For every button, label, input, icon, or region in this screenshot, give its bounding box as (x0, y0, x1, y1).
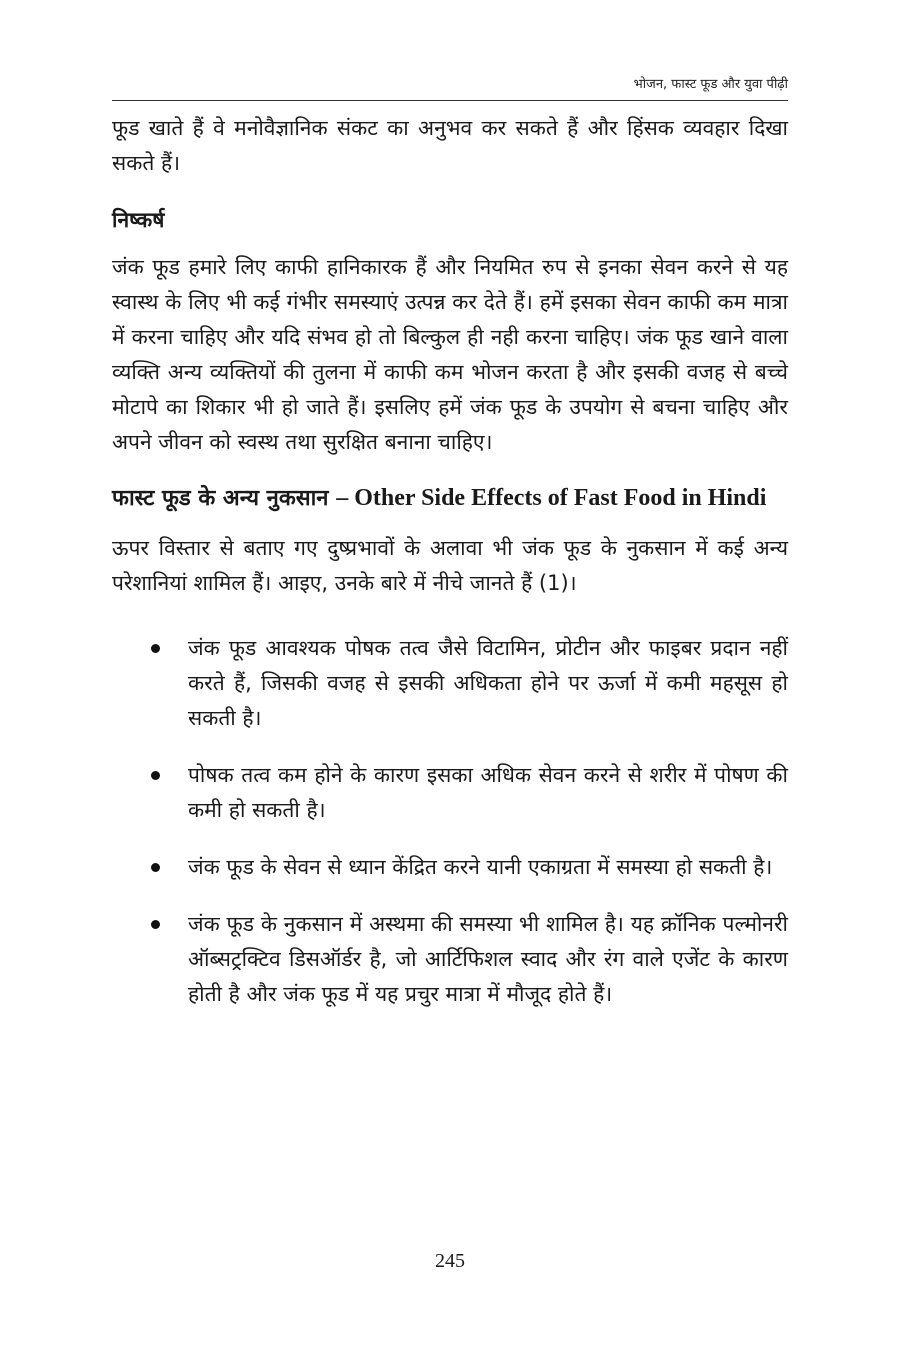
side-effects-heading-english: – Other Side Effects of Fast Food in Hindi (336, 485, 767, 511)
page-number: 245 (435, 1250, 465, 1272)
list-item (112, 631, 788, 736)
conclusion-heading: निष्कर्ष (112, 208, 165, 232)
header-rule (112, 100, 788, 101)
bullet-icon (151, 863, 160, 872)
bullet-icon (151, 920, 160, 929)
list-item-text: जंक फूड आवश्यक पोषक तत्व जैसे विटामिन, प्रोटीन और फाइबर प्रदान नहीं करते हैं, जिसकी वजह से इसकी अधिकता होने पर ऊर्जा में कमी महसूस हो सकती है। (188, 636, 788, 730)
conclusion-paragraph: जंक फूड हमारे लिए काफी हानिकारक हैं और नियमित रुप से इनका सेवन करने से यह स्वास्थ के लिए भी कई गंभीर समस्याएं उत्पन्न कर देते हैं। हमें इसका सेवन काफी कम मात्रा में करना चाहिए और यदि संभव हो तो बिल्कुल ही नही करना चाहिए। जंक फूड खाने वाला व्यक्ति अन्य व्यक्तियों की तुलना में काफी कम भोजन करता है और इसकी वजह से बच्चे मोटापे का शिकार भी हो जाते हैं। इसलिए हमें जंक फूड के उपयोग से बचना चाहिए और अपने जीवन को स्वस्थ तथा सुरक्षित बनाना चाहिए। (112, 255, 788, 454)
list-item-text: जंक फूड के सेवन से ध्यान केंद्रित करने यानी एकाग्रता में समस्या हो सकती है। (188, 855, 773, 879)
side-effects-heading-hindi: फास्ट फूड के अन्य नुकसान (112, 486, 329, 511)
bullet-icon (151, 771, 160, 780)
list-item-text: जंक फूड के नुकसान में अस्थमा की समस्या भी शामिल है। यह क्रॉनिक पल्मोनरी ऑब्सट्रक्टिव डिसऑर्डर है, जो आर्टिफिशल स्वाद और रंग वाले एजेंट के कारण होती है और जंक फूड में यह प्रचुर मात्रा में मौजूद होते हैं। (188, 912, 788, 1006)
side-effects-heading (112, 480, 788, 517)
list-item (112, 850, 788, 885)
side-effects-intro: ऊपर विस्तार से बताए गए दुष्प्रभावों के अलावा भी जंक फूड के नुकसान में कई अन्य परेशानियां शामिल हैं। आइए, उनके बारे में नीचे जानते हैं (1)। (112, 536, 788, 595)
intro-paragraph: फूड खाते हैं वे मनोवैज्ञानिक संकट का अनुभव कर सकते हैं और हिंसक व्यवहार दिखा सकते हैं। (112, 116, 788, 175)
list-item (112, 758, 788, 828)
list-item-text: पोषक तत्व कम होने के कारण इसका अधिक सेवन करने से शरीर में पोषण की कमी हो सकती है। (188, 763, 788, 822)
page-content (112, 111, 788, 1034)
running-header: भोजन, फास्ट फूड और युवा पीढ़ी (633, 77, 788, 92)
list-item (112, 907, 788, 1012)
side-effects-list (112, 631, 788, 1012)
bullet-icon (151, 644, 160, 653)
